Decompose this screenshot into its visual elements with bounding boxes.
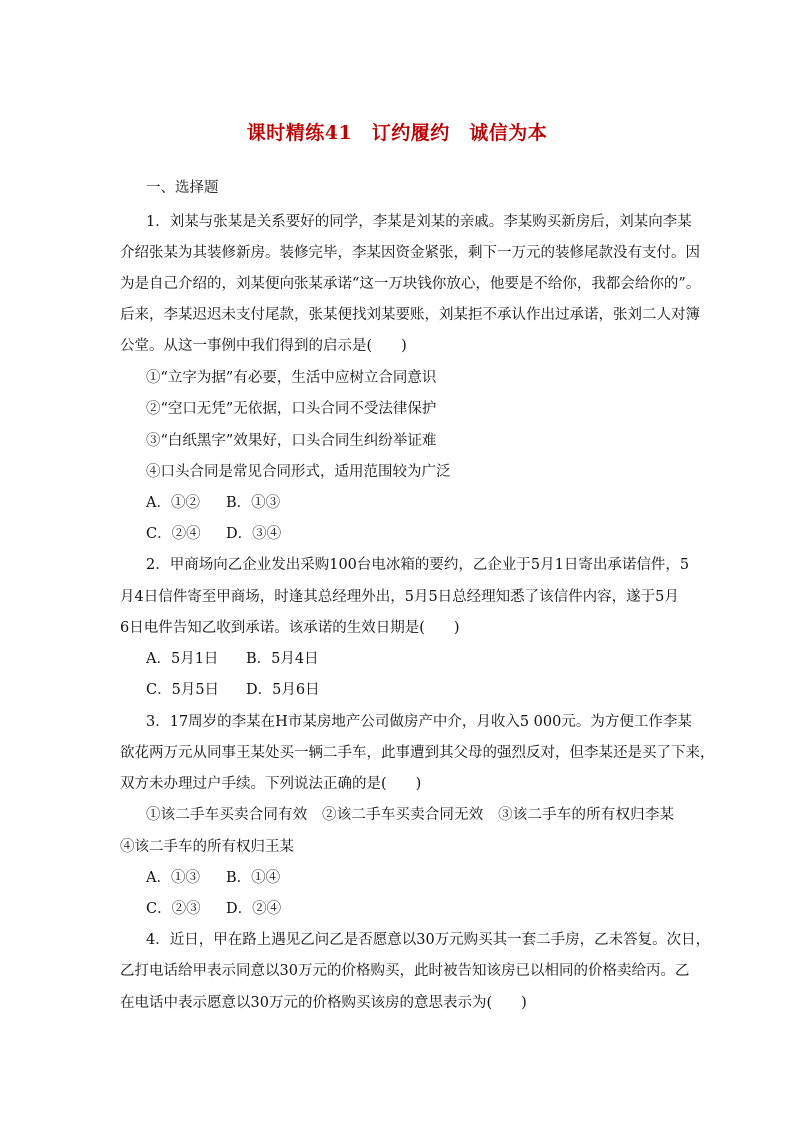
q1-line-4: 后来，李某迟迟未支付尾款，张某便找刘某要账，刘某拒不承认作出过承诺，张刘二人对簿 (120, 307, 700, 323)
q1-item-2: ②“空口无凭”无依据，口头合同不受法律保护 (146, 401, 437, 417)
q2-option-c: C．5月5日 (146, 682, 220, 698)
q1-line-1: 1．刘某与张某是关系要好的同学，李某是刘某的亲戚。李某购买新房后，刘某向李某 (146, 214, 692, 230)
q1-option-d: D．③④ (226, 526, 282, 542)
q2-options-row-1 (146, 649, 319, 669)
q1-options-row-1 (146, 493, 281, 513)
q3-items-line-1: ①该二手车买卖合同有效 ②该二手车买卖合同无效 ③该二手车的所有权归李某 (146, 807, 674, 823)
q4-line-2: 乙打电话给甲表示同意以30万元的价格购买，此时被告知该房已以相同的价格卖给丙。乙 (120, 963, 690, 979)
q4-line-3: 在电话中表示愿意以30万元的价格购买该房的意思表示为( ) (120, 995, 527, 1011)
q3-items-line-2: ④该二手车的所有权归王某 (120, 839, 294, 855)
q3-option-b: B．①④ (226, 870, 281, 886)
q1-option-b: B．①③ (226, 495, 281, 511)
q2-line-1: 2．甲商场向乙企业发出采购100台电冰箱的要约，乙企业于5月1日寄出承诺信件，5 (146, 557, 690, 573)
q2-line-2: 月4日信件寄至甲商场，时逢其总经理外出，5月5日总经理知悉了该信件内容，遂于5月 (120, 589, 679, 605)
section-heading: 一、选择题 (146, 180, 219, 196)
q1-line-5: 公堂。从这一事例中我们得到的启示是( ) (120, 338, 407, 354)
q3-options-row-1 (146, 868, 281, 888)
q3-option-a: A．①③ (146, 870, 200, 886)
q1-item-3: ③“白纸黑字”效果好，口头合同生纠纷举证难 (146, 433, 437, 449)
q1-item-1: ①“立字为据”有必要，生活中应树立合同意识 (146, 370, 437, 386)
q3-option-c: C．②③ (146, 901, 201, 917)
q1-options-row-2 (146, 524, 282, 544)
q3-line-1: 3．17周岁的李某在H市某房地产公司做房产中介，月收入5 000元。为方便工作李某 (146, 714, 692, 730)
q1-line-3: 为是自己介绍的，刘某便向张某承诺“这一万块钱你放心，他要是不给你，我都会给你的”。 (120, 276, 701, 292)
q1-line-2: 介绍张某为其装修新房。装修完毕，李某因资金紧张，剩下一万元的装修尾款没有支付。因 (120, 245, 700, 261)
q3-line-2: 欲花两万元从同事王某处买一辆二手车，此事遭到其父母的强烈反对，但李某还是买了下来， (120, 745, 715, 761)
q1-option-a: A．①② (146, 495, 200, 511)
page-title: 课时精练41 订约履约 诚信为本 (246, 122, 548, 144)
q1-item-4: ④口头合同是常见合同形式，适用范围较为广泛 (146, 464, 451, 480)
q4-line-1: 4．近日，甲在路上遇见乙问乙是否愿意以30万元购买其一套二手房，乙未答复。次日， (146, 932, 711, 948)
q2-option-a: A．5月1日 (146, 651, 219, 667)
q2-option-b: B．5月4日 (246, 651, 319, 667)
q2-line-3: 6日电件告知乙收到承诺。该承诺的生效日期是( ) (120, 620, 460, 636)
q3-line-3: 双方未办理过户手续。下列说法正确的是( ) (120, 776, 422, 792)
q2-option-d: D．5月6日 (246, 682, 320, 698)
q1-option-c: C．②④ (146, 526, 201, 542)
q3-options-row-2 (146, 899, 282, 919)
q2-options-row-2 (146, 680, 320, 700)
q3-option-d: D．②④ (226, 901, 282, 917)
